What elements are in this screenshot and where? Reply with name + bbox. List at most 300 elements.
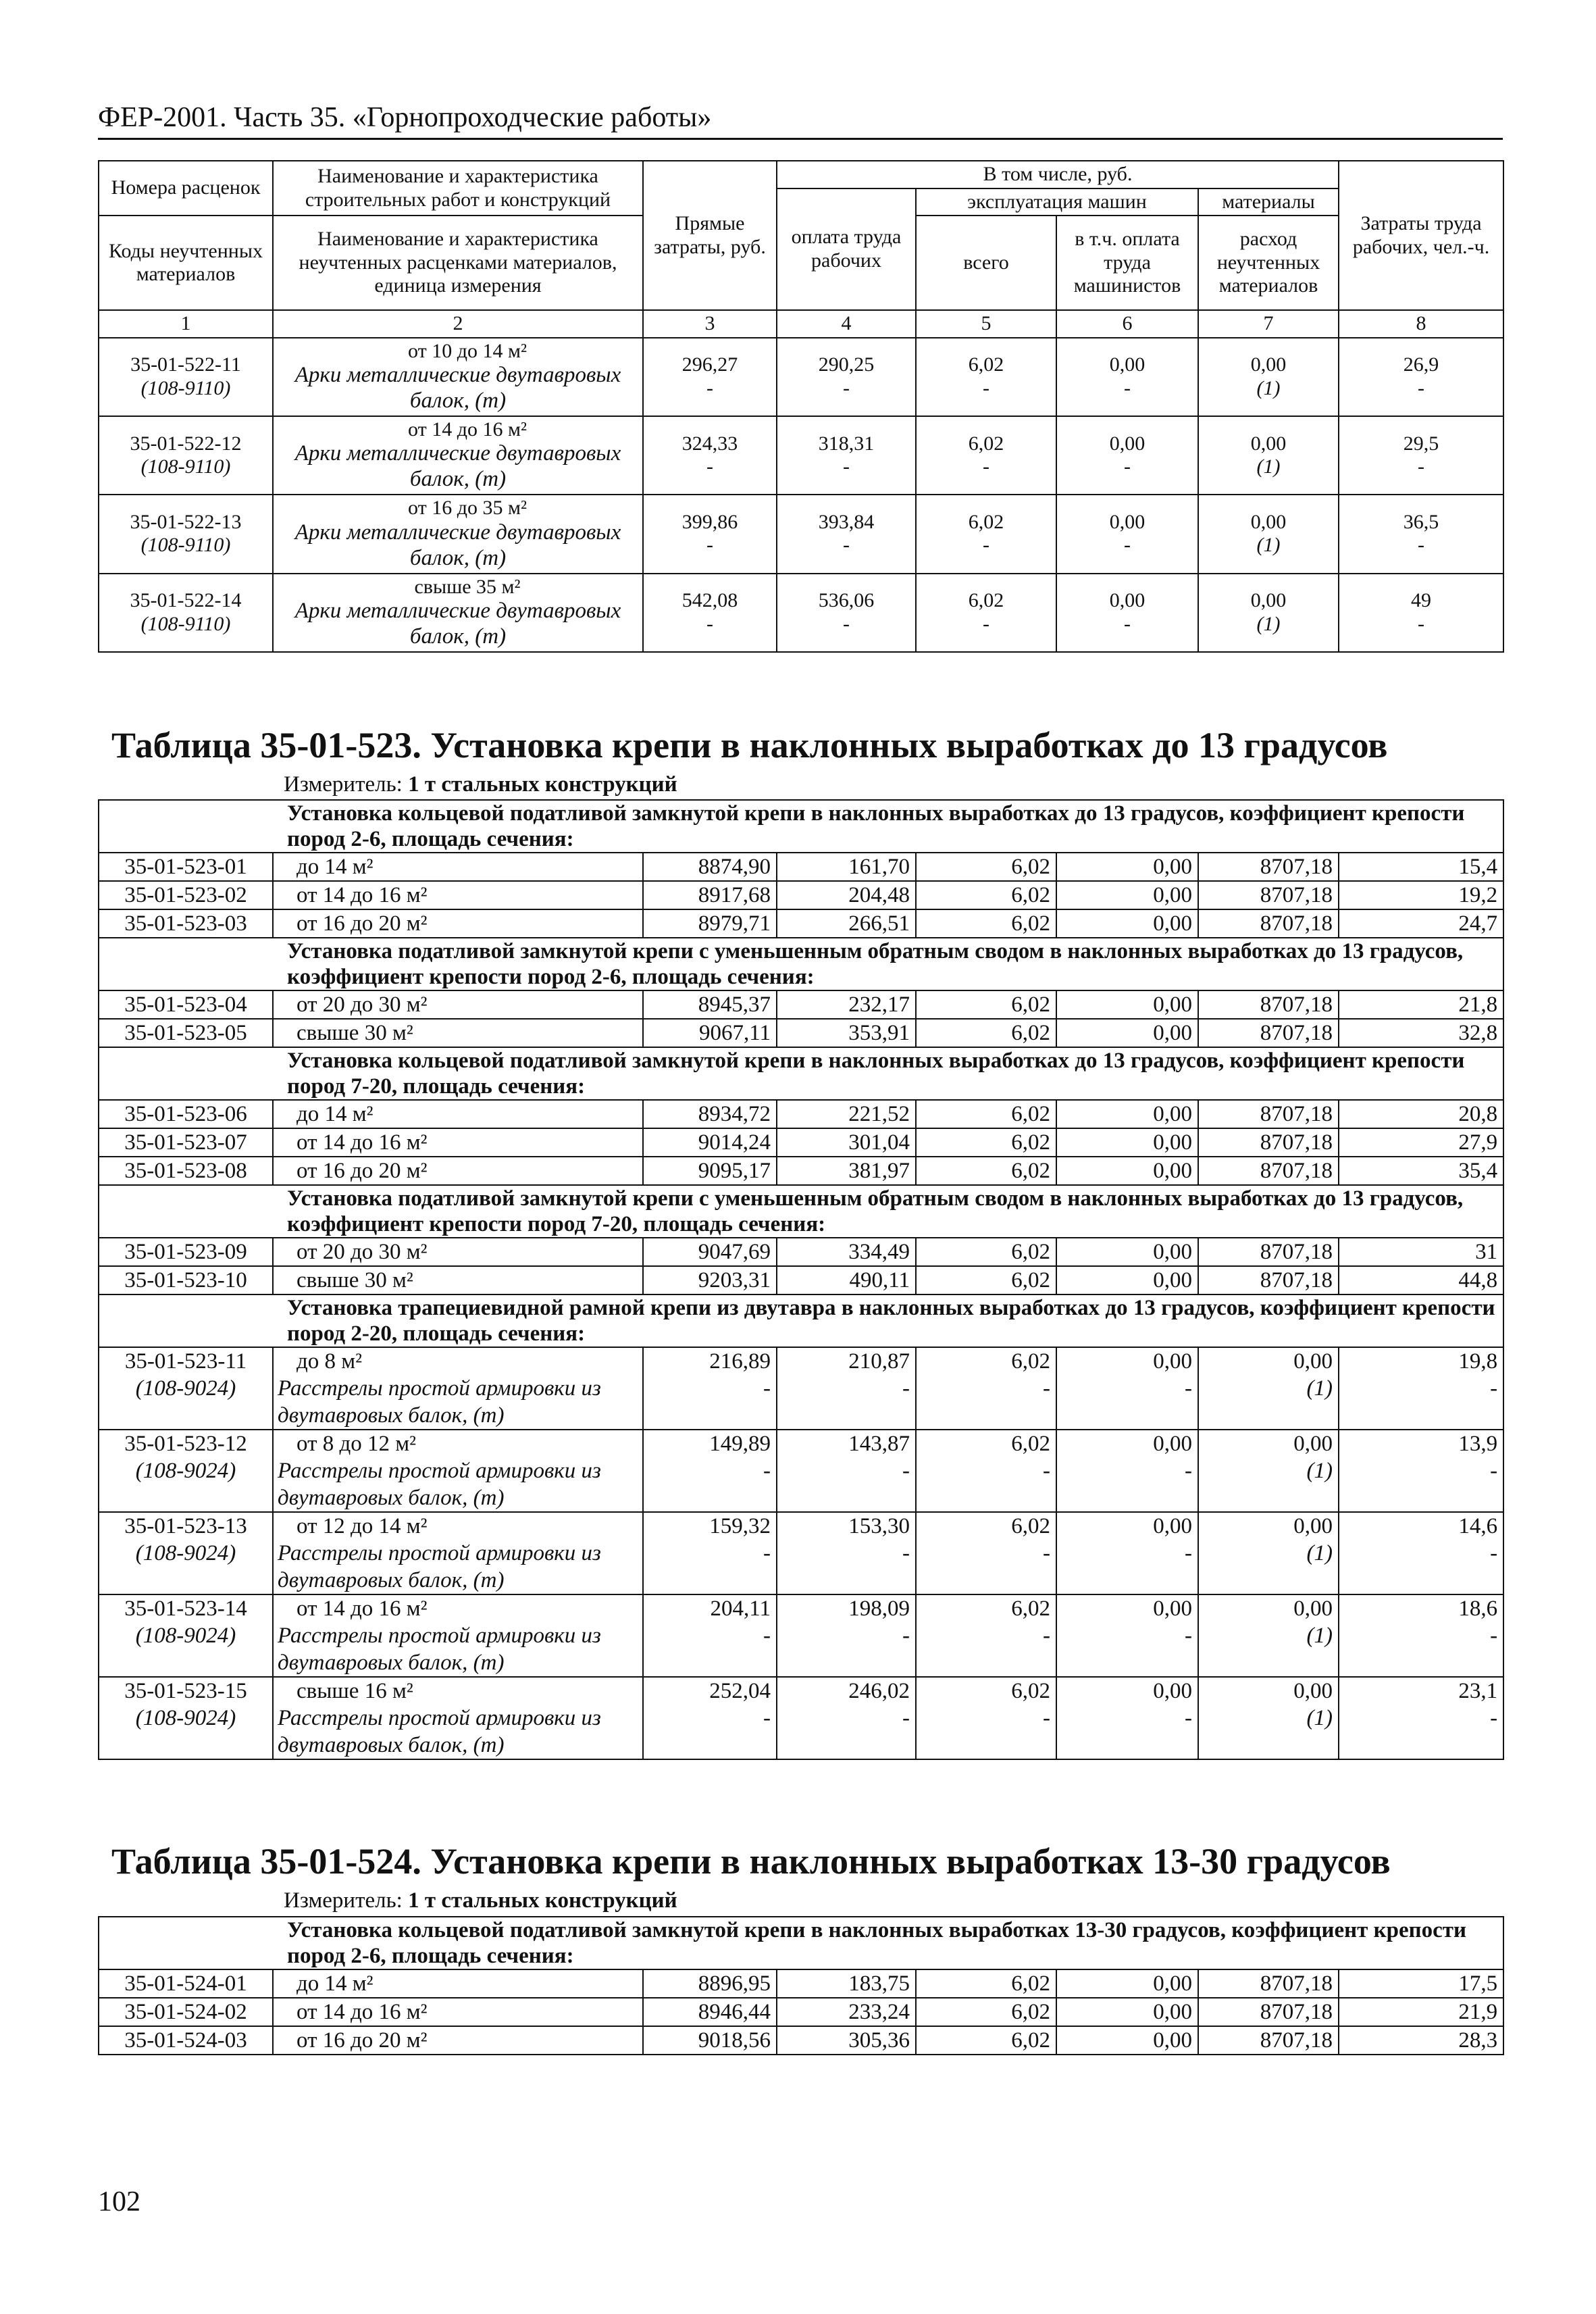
c5-cell <box>916 416 1056 495</box>
value-c8: 26,9 <box>1403 353 1439 376</box>
value-c7: 8707,18 <box>1198 1969 1339 1998</box>
group-heading-text: Установка кольцевой податливой замкнутой крепи в наклонных выработках 13-30 градусов, коэффициент крепости пород 2-6, площадь сечения: <box>287 1918 1466 1968</box>
value-c5: 6,02 <box>916 990 1056 1019</box>
dash: - <box>763 1376 771 1401</box>
work-name: от 8 до 12 м² <box>297 1432 417 1456</box>
table-row <box>99 1594 1503 1677</box>
dash: - <box>706 376 713 399</box>
dash: - <box>1185 1541 1192 1565</box>
value-c4: 183,75 <box>777 1969 916 1998</box>
value-c4: 301,04 <box>777 1128 916 1157</box>
c7-cell <box>1198 1594 1339 1677</box>
value-c5: 6,02 <box>916 1969 1056 1998</box>
c5-cell <box>916 495 1056 573</box>
value-c4: 233,24 <box>777 1998 916 2026</box>
dash: - <box>1124 534 1131 557</box>
value-c4: 334,49 <box>777 1238 916 1266</box>
dash: - <box>706 455 713 478</box>
c7-cell <box>1198 574 1339 652</box>
dash: - <box>902 1459 910 1483</box>
material-code: (108-9024) <box>135 1706 236 1730</box>
c4-cell <box>777 1677 916 1759</box>
dash: - <box>983 612 989 635</box>
c3-cell <box>643 1512 777 1594</box>
value-c6: 0,00 <box>1056 909 1198 938</box>
value-c7: 0,00 <box>1293 1596 1333 1621</box>
name-cell <box>273 1512 643 1594</box>
dash: - <box>1043 1624 1050 1648</box>
value-c6: 0,00 <box>1056 1100 1198 1128</box>
value-c5: 6,02 <box>1011 1514 1050 1538</box>
value-c8: 35,4 <box>1339 1157 1503 1185</box>
c8-cell <box>1339 495 1503 573</box>
value-c7: 0,00 <box>1293 1349 1333 1374</box>
value-c3: 9203,31 <box>643 1266 777 1294</box>
value-c8: 14,6 <box>1458 1514 1498 1538</box>
value-c6: 0,00 <box>1056 853 1198 881</box>
value-c7: 0,00 <box>1293 1432 1333 1456</box>
c3-cell <box>643 338 777 416</box>
table-row <box>99 1512 1503 1594</box>
value-c8: 15,4 <box>1339 853 1503 881</box>
material-code: (108-9024) <box>135 1376 236 1401</box>
dash: - <box>1043 1541 1050 1565</box>
c7-cell <box>1198 1430 1339 1512</box>
rate-code: 35-01-523-03 <box>99 909 273 938</box>
value-c7: 8707,18 <box>1198 1128 1339 1157</box>
value-c5: 6,02 <box>916 1128 1056 1157</box>
value-c5: 6,02 <box>916 1100 1056 1128</box>
work-name: от 12 до 14 м² <box>297 1514 428 1538</box>
value-c4: 290,25 <box>818 353 875 376</box>
work-name: от 20 до 30 м² <box>273 1238 643 1266</box>
material-qty: (1) <box>1256 376 1281 399</box>
value-c5: 6,02 <box>916 1238 1056 1266</box>
col8-header: Затраты труда рабочих, чел.-ч. <box>1339 161 1503 310</box>
value-c7: 8707,18 <box>1198 2026 1339 2055</box>
dash: - <box>843 455 850 478</box>
rate-code: 35-01-522-11 <box>130 353 241 376</box>
code-cell <box>99 1512 273 1594</box>
col-number: 5 <box>916 310 1056 338</box>
value-c3: 8874,90 <box>643 853 777 881</box>
c8-cell <box>1339 1677 1503 1759</box>
value-c4: 210,87 <box>848 1349 910 1374</box>
work-name: от 14 до 16 м² <box>273 1128 643 1157</box>
c8-cell <box>1339 338 1503 416</box>
dash: - <box>1490 1624 1498 1648</box>
rate-code: 35-01-523-07 <box>99 1128 273 1157</box>
value-c6: 0,00 <box>1056 1969 1198 1998</box>
dash: - <box>1490 1376 1498 1401</box>
material-code: (108-9024) <box>135 1459 236 1483</box>
dash: - <box>1185 1376 1192 1401</box>
value-c5: 6,02 <box>916 1266 1056 1294</box>
group-heading <box>99 1047 1503 1100</box>
value-c7: 8707,18 <box>1198 853 1339 881</box>
group-heading-text: Установка кольцевой податливой замкнутой крепи в наклонных выработках до 13 градусов, коэффициент крепости пород 7-20, площадь сечения: <box>287 1049 1465 1099</box>
col2-top-header: Наименование и характеристика строительных работ и конструкций <box>273 161 643 216</box>
c7-cell <box>1198 416 1339 495</box>
group-header: В том числе, руб. <box>777 161 1339 188</box>
col-number: 7 <box>1198 310 1339 338</box>
dash: - <box>1418 455 1425 478</box>
work-name: от 16 до 35 м² <box>408 497 527 520</box>
rate-code: 35-01-523-15 <box>124 1679 247 1703</box>
value-c6: 0,00 <box>1056 1266 1198 1294</box>
work-name: от 10 до 14 м² <box>408 339 527 362</box>
rate-code: 35-01-523-01 <box>99 853 273 881</box>
value-c4: 221,52 <box>777 1100 916 1128</box>
c4-cell <box>777 1430 916 1512</box>
value-c5: 6,02 <box>916 1019 1056 1047</box>
value-c8: 23,1 <box>1458 1679 1498 1703</box>
value-c7: 8707,18 <box>1198 1157 1339 1185</box>
dash: - <box>902 1706 910 1730</box>
c7-cell <box>1198 1677 1339 1759</box>
value-c3: 252,04 <box>709 1679 771 1703</box>
group-heading <box>99 1185 1503 1238</box>
value-c7: 8707,18 <box>1198 1238 1339 1266</box>
value-c3: 8979,71 <box>643 909 777 938</box>
table-row <box>99 881 1503 909</box>
table-row <box>99 416 1503 495</box>
page-header: ФЕР-2001. Часть 35. «Горнопроходческие работы» <box>98 101 1503 140</box>
value-c7: 8707,18 <box>1198 1019 1339 1047</box>
code-cell <box>99 1347 273 1430</box>
value-c5: 6,02 <box>916 1157 1056 1185</box>
value-c5: 6,02 <box>1011 1596 1050 1621</box>
work-name: свыше 35 м² <box>414 575 521 598</box>
col2-bottom-header: Наименование и характеристика неучтенных расценками материалов, единица измерения <box>273 216 643 310</box>
dash: - <box>1124 455 1131 478</box>
value-c7: 0,00 <box>1250 353 1287 376</box>
dash: - <box>763 1459 771 1483</box>
table-row <box>99 1430 1503 1512</box>
table-row <box>99 1100 1503 1128</box>
value-c4: 536,06 <box>818 589 875 612</box>
dash: - <box>1490 1459 1498 1483</box>
rate-code: 35-01-524-03 <box>99 2026 273 2055</box>
value-c3: 324,33 <box>681 432 738 455</box>
c3-cell <box>643 416 777 495</box>
c8-cell <box>1339 574 1503 652</box>
c6-cell <box>1056 1594 1198 1677</box>
value-c4: 143,87 <box>848 1432 910 1456</box>
rate-code: 35-01-523-13 <box>124 1514 247 1538</box>
c6-cell <box>1056 1677 1198 1759</box>
dash: - <box>983 455 989 478</box>
dash: - <box>843 612 850 635</box>
c5-cell <box>916 1677 1056 1759</box>
material-name: Расстрелы простой армировки из двутавровых балок, (т) <box>278 1624 601 1675</box>
value-c3: 8946,44 <box>643 1998 777 2026</box>
table-row <box>99 2026 1503 2055</box>
value-c6: 0,00 <box>1056 2026 1198 2055</box>
table-524-measure <box>284 1888 677 1913</box>
table-524-title: Таблица 35-01-524. Установка крепи в наклонных выработках 13-30 градусов <box>111 1841 1391 1882</box>
rate-code: 35-01-523-04 <box>99 990 273 1019</box>
value-c5: 6,02 <box>916 1998 1056 2026</box>
c5-cell <box>916 1512 1056 1594</box>
value-c6: 0,00 <box>1109 510 1145 533</box>
value-c8: 49 <box>1411 589 1432 612</box>
c5-cell <box>916 338 1056 416</box>
material-qty: (1) <box>1306 1459 1333 1483</box>
value-c4: 353,91 <box>777 1019 916 1047</box>
value-c3: 542,08 <box>681 589 738 612</box>
dash: - <box>1043 1376 1050 1401</box>
value-c6: 0,00 <box>1056 990 1198 1019</box>
c7-cell <box>1198 338 1339 416</box>
group-heading-text: Установка податливой замкнутой крепи с уменьшенным обратным сводом в наклонных выработках до 13 градусов, коэффициент крепости пород 2-6, площадь сечения: <box>287 939 1464 989</box>
value-c5: 6,02 <box>968 510 1004 533</box>
code-cell <box>99 1677 273 1759</box>
first-rows <box>99 338 1503 653</box>
c7-cell <box>1198 495 1339 573</box>
table-row <box>99 574 1503 652</box>
material-qty: (1) <box>1256 455 1281 478</box>
table-row <box>99 1128 1503 1157</box>
value-c8: 44,8 <box>1339 1266 1503 1294</box>
c8-cell <box>1339 1594 1503 1677</box>
dash: - <box>902 1624 910 1648</box>
material-qty: (1) <box>1306 1541 1333 1565</box>
materials-header: материалы <box>1198 188 1339 216</box>
value-c8: 18,6 <box>1458 1596 1498 1621</box>
column-header-table <box>98 160 1504 653</box>
c6-cell <box>1056 338 1198 416</box>
value-c6: 0,00 <box>1056 1157 1198 1185</box>
c8-cell <box>1339 1430 1503 1512</box>
value-c3: 9067,11 <box>643 1019 777 1047</box>
material-qty: (1) <box>1256 612 1281 635</box>
dash: - <box>843 534 850 557</box>
value-c6: 0,00 <box>1153 1596 1192 1621</box>
value-c4: 204,48 <box>777 881 916 909</box>
value-c4: 393,84 <box>818 510 875 533</box>
group-heading <box>99 1917 1503 1969</box>
value-c5: 6,02 <box>1011 1349 1050 1374</box>
material-code: (108-9024) <box>135 1541 236 1565</box>
value-c7: 8707,18 <box>1198 909 1339 938</box>
value-c4: 161,70 <box>777 853 916 881</box>
code-cell <box>99 574 273 652</box>
value-c7: 0,00 <box>1250 432 1287 455</box>
value-c8: 24,7 <box>1339 909 1503 938</box>
value-c5: 6,02 <box>1011 1432 1050 1456</box>
value-c8: 31 <box>1339 1238 1503 1266</box>
code-cell <box>99 338 273 416</box>
group-heading-text: Установка кольцевой податливой замкнутой крепи в наклонных выработках до 13 градусов, коэффициент крепости пород 2-6, площадь сечения: <box>287 801 1465 851</box>
c4-cell <box>777 1347 916 1430</box>
col4-header: оплата труда рабочих <box>777 188 916 311</box>
material-name: Расстрелы простой армировки из двутавровых балок, (т) <box>278 1706 601 1757</box>
col1-top-header: Номера расценок <box>99 161 273 216</box>
material-code: (108-9110) <box>140 455 231 478</box>
name-cell <box>273 1594 643 1677</box>
dash: - <box>1124 376 1131 399</box>
col6-header: в т.ч. оплата труда машинистов <box>1056 216 1198 310</box>
work-name: от 16 до 20 м² <box>273 1157 643 1185</box>
dash: - <box>1185 1624 1192 1648</box>
value-c6: 0,00 <box>1056 1128 1198 1157</box>
value-c4: 381,97 <box>777 1157 916 1185</box>
material-name: Расстрелы простой армировки из двутавровых балок, (т) <box>278 1459 601 1510</box>
dash: - <box>1124 612 1131 635</box>
c7-cell <box>1198 1347 1339 1430</box>
dash: - <box>763 1541 771 1565</box>
col-number: 6 <box>1056 310 1198 338</box>
value-c7: 0,00 <box>1293 1514 1333 1538</box>
col-number: 8 <box>1339 310 1503 338</box>
c4-cell <box>777 1512 916 1594</box>
c4-cell <box>777 338 916 416</box>
dash: - <box>706 534 713 557</box>
dash: - <box>1490 1541 1498 1565</box>
rate-code: 35-01-523-10 <box>99 1266 273 1294</box>
value-c7: 0,00 <box>1250 510 1287 533</box>
value-c3: 9014,24 <box>643 1128 777 1157</box>
measure-value: 1 т стальных конструкций <box>408 772 677 797</box>
c5-cell <box>916 574 1056 652</box>
work-name: свыше 16 м² <box>297 1679 413 1703</box>
c8-cell <box>1339 1512 1503 1594</box>
value-c5: 6,02 <box>916 853 1056 881</box>
dash: - <box>1418 612 1425 635</box>
value-c4: 305,36 <box>777 2026 916 2055</box>
value-c7: 8707,18 <box>1198 881 1339 909</box>
name-cell <box>273 574 643 652</box>
work-name: до 14 м² <box>273 1100 643 1128</box>
c6-cell <box>1056 416 1198 495</box>
c3-cell <box>643 1347 777 1430</box>
group-heading-row <box>99 1185 1503 1238</box>
value-c4: 153,30 <box>848 1514 910 1538</box>
c4-cell <box>777 574 916 652</box>
value-c7: 0,00 <box>1293 1679 1333 1703</box>
material-name: Арки металлические двутавровых балок, (т) <box>294 363 621 413</box>
material-name: Арки металлические двутавровых балок, (т) <box>294 441 621 492</box>
col3-header: Прямые затраты, руб. <box>643 161 777 310</box>
name-cell <box>273 495 643 573</box>
work-name: от 16 до 20 м² <box>273 909 643 938</box>
value-c6: 0,00 <box>1056 1998 1198 2026</box>
value-c8: 21,8 <box>1339 990 1503 1019</box>
material-name: Расстрелы простой армировки из двутавровых балок, (т) <box>278 1376 601 1428</box>
c5-cell <box>916 1594 1056 1677</box>
c8-cell <box>1339 1347 1503 1430</box>
c6-cell <box>1056 1430 1198 1512</box>
value-c8: 27,9 <box>1339 1128 1503 1157</box>
col-number: 2 <box>273 310 643 338</box>
value-c8: 19,2 <box>1339 881 1503 909</box>
value-c5: 6,02 <box>968 353 1004 376</box>
value-c3: 399,86 <box>681 510 738 533</box>
value-c3: 204,11 <box>710 1596 771 1621</box>
c3-cell <box>643 495 777 573</box>
table-row <box>99 1998 1503 2026</box>
work-name: от 14 до 16 м² <box>273 1998 643 2026</box>
rate-code: 35-01-523-08 <box>99 1157 273 1185</box>
rate-code: 35-01-523-02 <box>99 881 273 909</box>
value-c3: 8917,68 <box>643 881 777 909</box>
value-c4: 266,51 <box>777 909 916 938</box>
material-qty: (1) <box>1306 1706 1333 1730</box>
c6-cell <box>1056 1347 1198 1430</box>
group-heading-text: Установка трапециевидной рамной крепи из двутавра в наклонных выработках до 13 градусов, коэффициент крепости пород 2-20, площадь сечения: <box>287 1296 1495 1346</box>
group-heading-row <box>99 800 1503 853</box>
rate-code: 35-01-522-12 <box>130 432 242 455</box>
value-c8: 17,5 <box>1339 1969 1503 1998</box>
material-name: Арки металлические двутавровых балок, (т) <box>294 599 621 649</box>
value-c8: 29,5 <box>1403 432 1439 455</box>
value-c8: 32,8 <box>1339 1019 1503 1047</box>
value-c3: 159,32 <box>709 1514 771 1538</box>
value-c6: 0,00 <box>1056 881 1198 909</box>
value-c3: 296,27 <box>681 353 738 376</box>
value-c6: 0,00 <box>1109 432 1145 455</box>
rate-code: 35-01-523-05 <box>99 1019 273 1047</box>
c4-cell <box>777 416 916 495</box>
value-c5: 6,02 <box>1011 1679 1050 1703</box>
code-cell <box>99 416 273 495</box>
c4-cell <box>777 1594 916 1677</box>
page-number: 102 <box>98 2186 140 2217</box>
value-c6: 0,00 <box>1109 353 1145 376</box>
value-c5: 6,02 <box>968 432 1004 455</box>
value-c5: 6,02 <box>968 589 1004 612</box>
c6-cell <box>1056 495 1198 573</box>
group-heading <box>99 1294 1503 1347</box>
rate-code: 35-01-524-01 <box>99 1969 273 1998</box>
c5-cell <box>916 1430 1056 1512</box>
dash: - <box>706 612 713 635</box>
value-c6: 0,00 <box>1056 1238 1198 1266</box>
table-row <box>99 1019 1503 1047</box>
value-c8: 21,9 <box>1339 1998 1503 2026</box>
col1-bottom-header: Коды неучтенных материалов <box>99 216 273 310</box>
c8-cell <box>1339 416 1503 495</box>
group-heading-row <box>99 1917 1503 1969</box>
value-c8: 13,9 <box>1458 1432 1498 1456</box>
dash: - <box>1043 1706 1050 1730</box>
value-c7: 8707,18 <box>1198 1998 1339 2026</box>
dash: - <box>983 376 989 399</box>
value-c8: 36,5 <box>1403 510 1439 533</box>
value-c3: 149,89 <box>709 1432 771 1456</box>
rate-code: 35-01-522-13 <box>130 510 242 533</box>
code-cell <box>99 495 273 573</box>
value-c3: 9095,17 <box>643 1157 777 1185</box>
table-row <box>99 338 1503 416</box>
name-cell <box>273 416 643 495</box>
col-number: 3 <box>643 310 777 338</box>
value-c6: 0,00 <box>1056 1019 1198 1047</box>
value-c3: 8896,95 <box>643 1969 777 1998</box>
measure-value: 1 т стальных конструкций <box>408 1888 677 1913</box>
c6-cell <box>1056 1512 1198 1594</box>
c7-cell <box>1198 1512 1339 1594</box>
group-heading <box>99 938 1503 990</box>
value-c4: 232,17 <box>777 990 916 1019</box>
value-c3: 9018,56 <box>643 2026 777 2055</box>
rate-code: 35-01-523-12 <box>124 1432 247 1456</box>
value-c8: 19,8 <box>1458 1349 1498 1374</box>
work-name: от 16 до 20 м² <box>273 2026 643 2055</box>
group-heading-row <box>99 938 1503 990</box>
dash: - <box>983 534 989 557</box>
